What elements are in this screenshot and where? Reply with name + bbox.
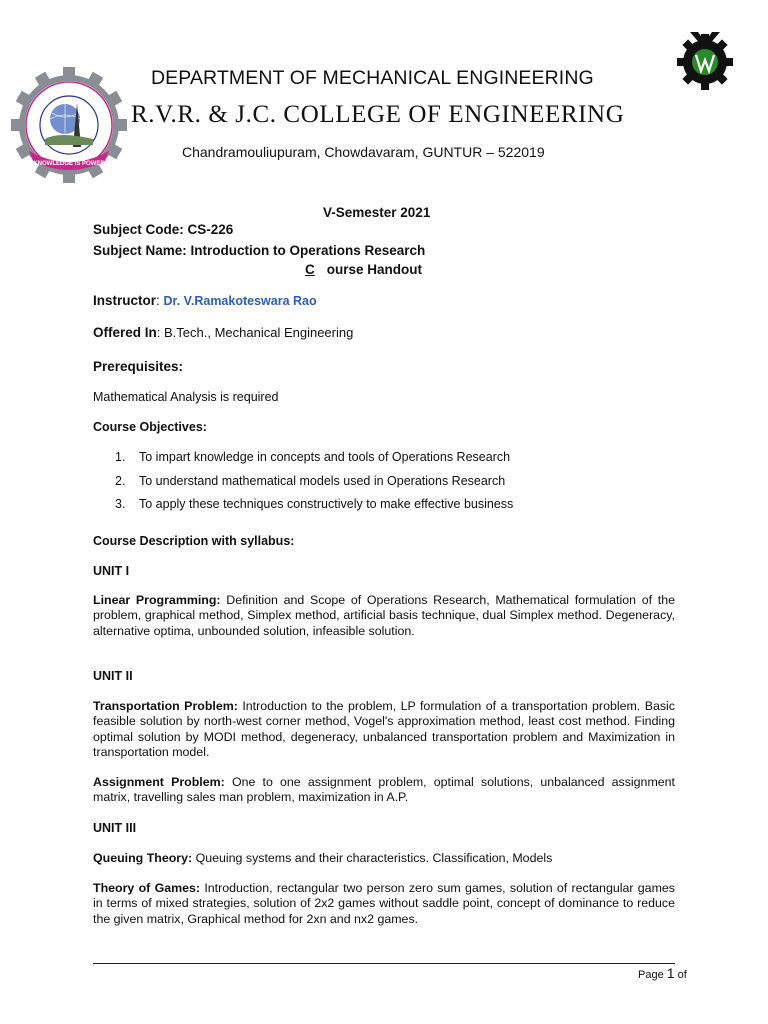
instructor-line: Instructor: Dr. V.Ramakoteswara Rao	[93, 293, 317, 308]
offered-label: Offered In	[93, 325, 157, 340]
college-seal-icon	[10, 66, 128, 184]
unit-2-heading: UNIT II	[93, 669, 133, 683]
unit-1-heading: UNIT I	[93, 564, 130, 578]
svg-text:KNOWLEDGE IS POWER: KNOWLEDGE IS POWER	[33, 161, 105, 167]
topic-text: Introduction to the problem, LP formulation of a transportation problem. Basic feasible solution by north-west corner method, Vogel's approximation method, least cost method. Finding optimal solution by MODI method, degeneracy, unbalanced transportation problem and Maximization in transportation model.	[93, 699, 675, 759]
topic-title: Theory of Games:	[93, 881, 201, 895]
objectives-heading: Course Objectives:	[93, 420, 207, 434]
list-text: To understand mathematical models used in Operations Research	[139, 473, 506, 488]
list-text: To impart knowledge in concepts and tools of Operations Research	[139, 450, 511, 464]
prerequisites-text: Mathematical Analysis is required	[93, 390, 279, 404]
list-item	[115, 450, 513, 474]
department-title: DEPARTMENT OF MECHANICAL ENGINEERING	[151, 67, 594, 89]
college-name: R.V.R. & J.C. COLLEGE OF ENGINEERING	[131, 101, 625, 128]
list-text: To apply these techniques constructively to make effective business	[139, 497, 514, 511]
list-number: 3.	[115, 497, 126, 511]
course-handout-title	[305, 262, 422, 277]
course-description-heading: Course Description with syllabus:	[93, 534, 295, 548]
handout-initial: C	[305, 262, 315, 277]
topic-text: Queuing systems and their characteristics. Classification, Models	[192, 851, 553, 865]
topic-text: One to one assignment problem, optimal solutions, unbalanced assignment matrix, travelling sales man problem, maximization in A.P.	[93, 775, 675, 805]
subject-code: Subject Code: CS-226	[93, 222, 234, 237]
list-item	[115, 474, 513, 498]
transportation-paragraph	[93, 699, 675, 760]
page-footer	[638, 965, 687, 981]
handout-rest: ourse Handout	[326, 262, 423, 277]
page-word: Page	[638, 969, 667, 981]
linear-programming-paragraph	[93, 593, 675, 639]
topic-text: Introduction, rectangular two person zero sum games, solution of rectangular games in terms of mixed strategies, solution of 2x2 games without saddle point, concept of dominance to reduce the given matrix, Graphical method for 2xn and nx2 games.	[93, 881, 675, 926]
queuing-paragraph	[93, 851, 675, 866]
list-item	[115, 497, 513, 521]
page-number: 1	[666, 965, 675, 981]
topic-text: Definition and Scope of Operations Research, Mathematical formulation of the problem, graphical method, Simplex method, artificial basis technique, dual Simplex method. Degeneracy, alternative optima, unbounded solution, infeasible solution.	[93, 593, 675, 638]
semester-heading: V-Semester 2021	[323, 205, 431, 220]
topic-title: Transportation Problem:	[93, 699, 238, 713]
list-number: 2.	[115, 473, 126, 488]
footer-divider	[93, 963, 675, 964]
games-paragraph	[93, 881, 675, 927]
topic-title: Linear Programming:	[93, 593, 221, 607]
of-word: of	[674, 969, 687, 981]
assignment-paragraph	[93, 775, 675, 806]
topic-title: Queuing Theory:	[93, 851, 193, 865]
offered-in-line: Offered In: B.Tech., Mechanical Engineering	[93, 325, 354, 340]
instructor-label: Instructor	[93, 293, 157, 308]
prerequisites-heading: Prerequisites:	[93, 359, 184, 374]
instructor-name: Dr. V.Ramakoteswara Rao	[163, 294, 317, 308]
topic-title: Assignment Problem:	[93, 775, 225, 789]
unit-3-heading: UNIT III	[93, 821, 137, 835]
offered-value: B.Tech., Mechanical Engineering	[164, 325, 354, 340]
college-address: Chandramouliupuram, Chowdavaram, GUNTUR – 522019	[182, 144, 545, 160]
subject-name: Subject Name: Introduction to Operations Research	[93, 243, 426, 258]
objectives-list	[115, 450, 513, 521]
gear-emblem-icon	[676, 28, 734, 90]
list-number: 1.	[115, 450, 126, 464]
